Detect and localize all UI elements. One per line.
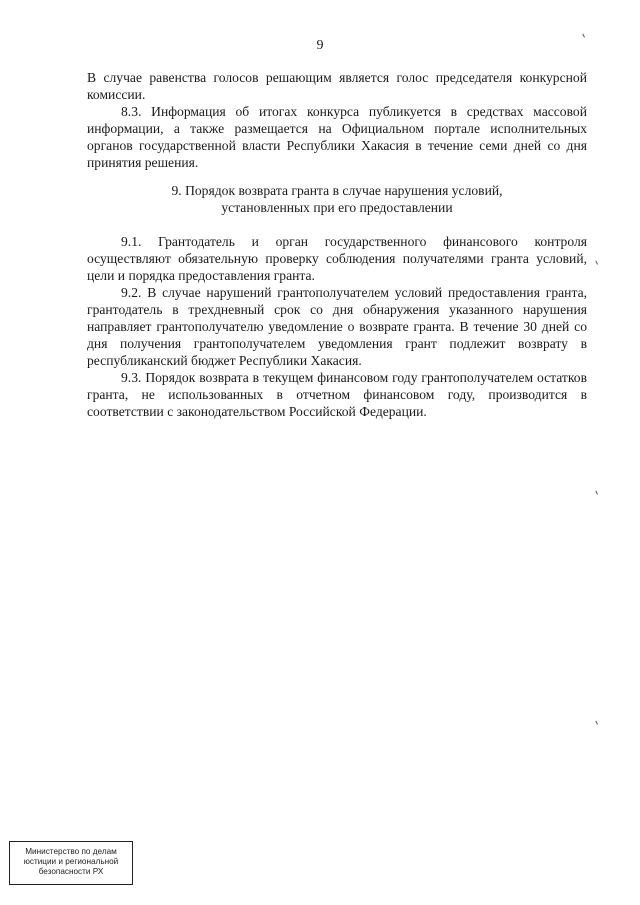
- paragraph-tie-vote: В случае равенства голосов решающим является голос председателя конкурсной комиссии.: [87, 70, 587, 102]
- paragraph-8-3: 8.3. Информация об итогах конкурса публикуется в средствах массовой информации, а также размещается на Официальном портале исполнительных органов государственной власти Республики Хакасия в течение семи дней со дня принятия решения.: [87, 104, 587, 170]
- page-number: 9: [316, 38, 324, 53]
- stamp-line-2: юстиции и региональной: [23, 857, 119, 866]
- paragraph-9-1: 9.1. Грантодатель и орган государственного финансового контроля осуществляют обязательную проверку соблюдения получателями гранта условий, цели и порядка предоставления гранта.: [87, 234, 587, 283]
- scan-mark: [582, 32, 587, 37]
- scan-mark: [595, 259, 600, 264]
- section-9-heading: [87, 182, 587, 216]
- stamp-line-1: Министерство по делам: [25, 847, 117, 856]
- section-heading-line-2: установленных при его предоставлении: [221, 200, 453, 215]
- paragraph-9-2: 9.2. В случае нарушений грантополучателем условий предоставления гранта, грантодатель в трехдневный срок со дня обнаружения указанного нарушения направляет грантополучателю уведомление о возврате гранта. В течение 30 дней со дня получения грантополучателем уведомления грант подлежит возврату в республиканский бюджет Республики Хакасия.: [87, 285, 587, 368]
- scan-mark: [595, 719, 600, 724]
- section-heading-line-1: 9. Порядок возврата гранта в случае нарушения условий,: [171, 183, 503, 198]
- ministry-stamp: [9, 841, 133, 885]
- stamp-line-3: безопасности РХ: [38, 867, 104, 876]
- paragraph-9-3: 9.3. Порядок возврата в текущем финансовом году грантополучателем остатков гранта, не использованных в отчетном финансовом году, производится в соответствии с законодательством Российской Федерации.: [87, 370, 587, 419]
- scan-mark: [595, 489, 600, 494]
- top-text-block: [87, 69, 587, 171]
- section-9-body: [87, 233, 587, 420]
